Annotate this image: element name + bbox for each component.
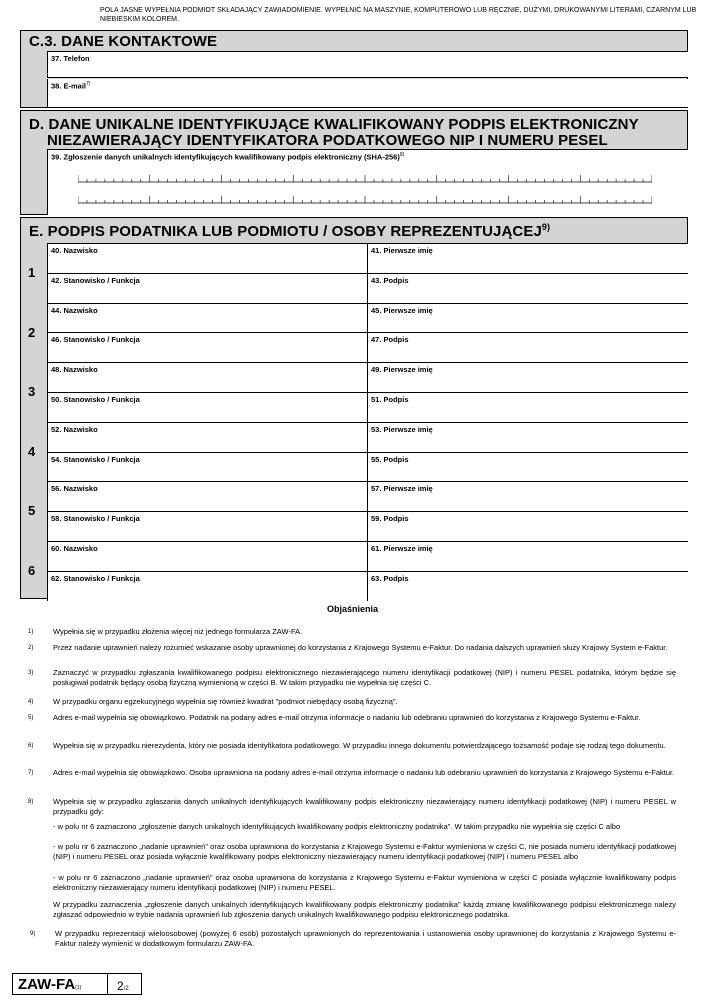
email-field[interactable]	[47, 79, 688, 107]
signer-row-number: 4	[28, 443, 36, 459]
signer-surname-label: 48. Nazwisko	[51, 365, 98, 375]
signer-surname-field[interactable]	[47, 541, 368, 571]
section-e	[20, 217, 688, 599]
signer-signature-label: 47. Podpis	[371, 335, 409, 345]
signer-row-number: 3	[28, 384, 36, 400]
signer-firstname-field[interactable]	[368, 422, 688, 452]
signer-surname-label: 56. Nazwisko	[51, 484, 98, 494]
signer-surname-field[interactable]	[47, 243, 368, 273]
footer-form-id: ZAW-FA(1)	[13, 974, 108, 994]
telefon-field[interactable]	[47, 51, 688, 78]
signer-row-number: 6	[28, 563, 36, 578]
signer-firstname-label: 41. Pierwsze imię	[371, 246, 433, 255]
signer-signature-field[interactable]	[368, 571, 688, 601]
signer-signature-label: 55. Podpis	[371, 454, 409, 464]
signer-firstname-label: 61. Pierwsze imię	[371, 544, 433, 553]
signer-signature-label: 63. Podpis	[371, 573, 409, 583]
sha256-char-boxes-row1	[78, 175, 652, 183]
sha256-label: 39. Zgłoszenie danych unikalnych identyfikujących kwalifikowany podpis elektroniczny $(SHA-256)^{8)}$	[51, 152, 405, 162]
signer-surname-field[interactable]	[47, 362, 368, 392]
signer-position-field[interactable]	[47, 571, 368, 601]
signer-firstname-label: 45. Pierwsze imię	[371, 305, 433, 315]
sha256-char-boxes-row2	[78, 196, 652, 204]
section-c3-title: C.3. DANE KONTAKTOWE	[29, 33, 218, 50]
footer-page-number: 2/2	[117, 979, 129, 993]
signer-firstname-field[interactable]	[368, 541, 688, 571]
signer-firstname-label: 53. Pierwsze imię	[371, 424, 433, 434]
signer-signature-label: 51. Podpis	[371, 395, 409, 404]
signer-surname-label: 60. Nazwisko	[51, 544, 98, 553]
section-e-title: E. PODPIS PODATNIKA LUB PODMIOTU / OSOBY REPREZENTUJĄCEJ$^{9)}$	[29, 222, 551, 240]
signer-position-field[interactable]	[47, 452, 368, 482]
signer-firstname-field[interactable]	[368, 362, 688, 392]
signer-position-label: 46. Stanowisko / Funkcja	[51, 335, 140, 345]
signer-position-field[interactable]	[47, 511, 368, 541]
signer-signature-field[interactable]	[368, 392, 688, 422]
signer-surname-label: 40. Nazwisko	[51, 246, 98, 255]
explanation-8-subitem: - w polu nr 6 zaznaczono „nadanie uprawnień" oraz osoba uprawniona do korzystania z Krajowego Systemu e-Faktur wymieniona w części C, nie posiada numeru identyfikacji podatkowej (NIP) i numeru PESEL oraz posiada wyłącznie kwalifikowany podpis elektroniczny niezawierający numeru identyfikacji podatkowej (NIP) i numeru PESEL albo	[53, 842, 676, 861]
sha256-field[interactable]	[47, 149, 688, 215]
signer-signature-label: 43. Podpis	[371, 275, 409, 285]
signer-position-label: 54. Stanowisko / Funkcja	[51, 454, 140, 464]
email-label: 38. E-mail$^{7)}$	[51, 81, 91, 91]
signer-position-field[interactable]	[47, 392, 368, 422]
signer-firstname-field[interactable]	[368, 481, 688, 511]
signer-position-label: 50. Stanowisko / Funkcja	[51, 395, 140, 404]
signer-signature-field[interactable]	[368, 273, 688, 303]
signer-surname-field[interactable]	[47, 303, 368, 333]
top-instruction-note: POLA JASNE WYPEŁNIA PODMIOT SKŁADAJĄCY ZAWIADOMIENIE. WYPEŁNIĆ NA MASZYNIE, KOMPUTEROWO LUB RĘCZNIE, DUŻYMI, DRUKOWANYMI LITERAMI, CZARNYM LUB NIEBIESKIM KOLOREM.	[100, 7, 697, 23]
signer-surname-label: 52. Nazwisko	[51, 424, 98, 434]
signer-row-number: 5	[28, 503, 36, 519]
signer-row-number: 2	[28, 324, 36, 340]
signer-position-label: 58. Stanowisko / Funkcja	[51, 514, 140, 524]
signer-surname-field[interactable]	[47, 481, 368, 511]
signer-signature-field[interactable]	[368, 332, 688, 362]
signer-position-label: 62. Stanowisko / Funkcja	[51, 573, 140, 583]
signer-signature-field[interactable]	[368, 511, 688, 541]
explanation-8-subitem: - w polu nr 6 zaznaczono „zgłoszenie danych unikalnych identyfikujących kwalifikowany podpis elektroniczny podatnika". W takim przypadku nie wypełnia się części C albo	[53, 822, 621, 831]
explanation-8-subitem: W przypadku zaznaczenia „zgłoszenie danych unikalnych identyfikujących kwalifikowany podpis elektroniczny podatnika" każdą zmianę kwalifikowanego podpisu elektronicznego należy zgłaszać odpowiednio w trybie nadania uprawnień lub zgłoszenia danych unikalnych kwalifikowanego podpisu elektronicznego podatnika.	[53, 900, 676, 919]
signer-row-number: 1	[28, 265, 36, 280]
signer-signature-label: 59. Podpis	[371, 514, 409, 524]
section-d-title-line1: D. DANE UNIKALNE IDENTYFIKUJĄCE KWALIFIKOWANY PODPIS ELEKTRONICZNY	[29, 116, 639, 133]
telefon-label: 37. Telefon	[51, 54, 90, 63]
section-c3	[20, 30, 688, 108]
explanation-8-subitem: - w polu nr 6 zaznaczono „nadanie uprawnień" oraz osoba uprawniona do korzystania z Krajowego Systemu e-Faktur wymieniona w części C posiada wyłącznie kwalifikowany podpis elektroniczny niezawierający numeru identyfikacji podatkowej (NIP) i numeru PESEL.	[53, 873, 676, 892]
section-d	[20, 110, 688, 215]
signer-surname-label: 44. Nazwisko	[51, 305, 98, 315]
section-d-title-line2: NIEZAWIERAJĄCY IDENTYFIKATORA PODATKOWEGO NIP I NUMERU PESEL	[47, 132, 608, 149]
footer-form-box	[12, 973, 142, 995]
signer-position-field[interactable]	[47, 332, 368, 362]
signer-firstname-label: 49. Pierwsze imię	[371, 365, 433, 375]
signer-surname-field[interactable]	[47, 422, 368, 452]
signer-position-field[interactable]	[47, 273, 368, 303]
signer-firstname-field[interactable]	[368, 303, 688, 333]
signer-signature-field[interactable]	[368, 452, 688, 482]
explanations-heading: Objaśnienia	[326, 604, 379, 614]
signer-firstname-field[interactable]	[368, 243, 688, 273]
signer-firstname-label: 57. Pierwsze imię	[371, 484, 433, 494]
signer-position-label: 42. Stanowisko / Funkcja	[51, 275, 140, 285]
